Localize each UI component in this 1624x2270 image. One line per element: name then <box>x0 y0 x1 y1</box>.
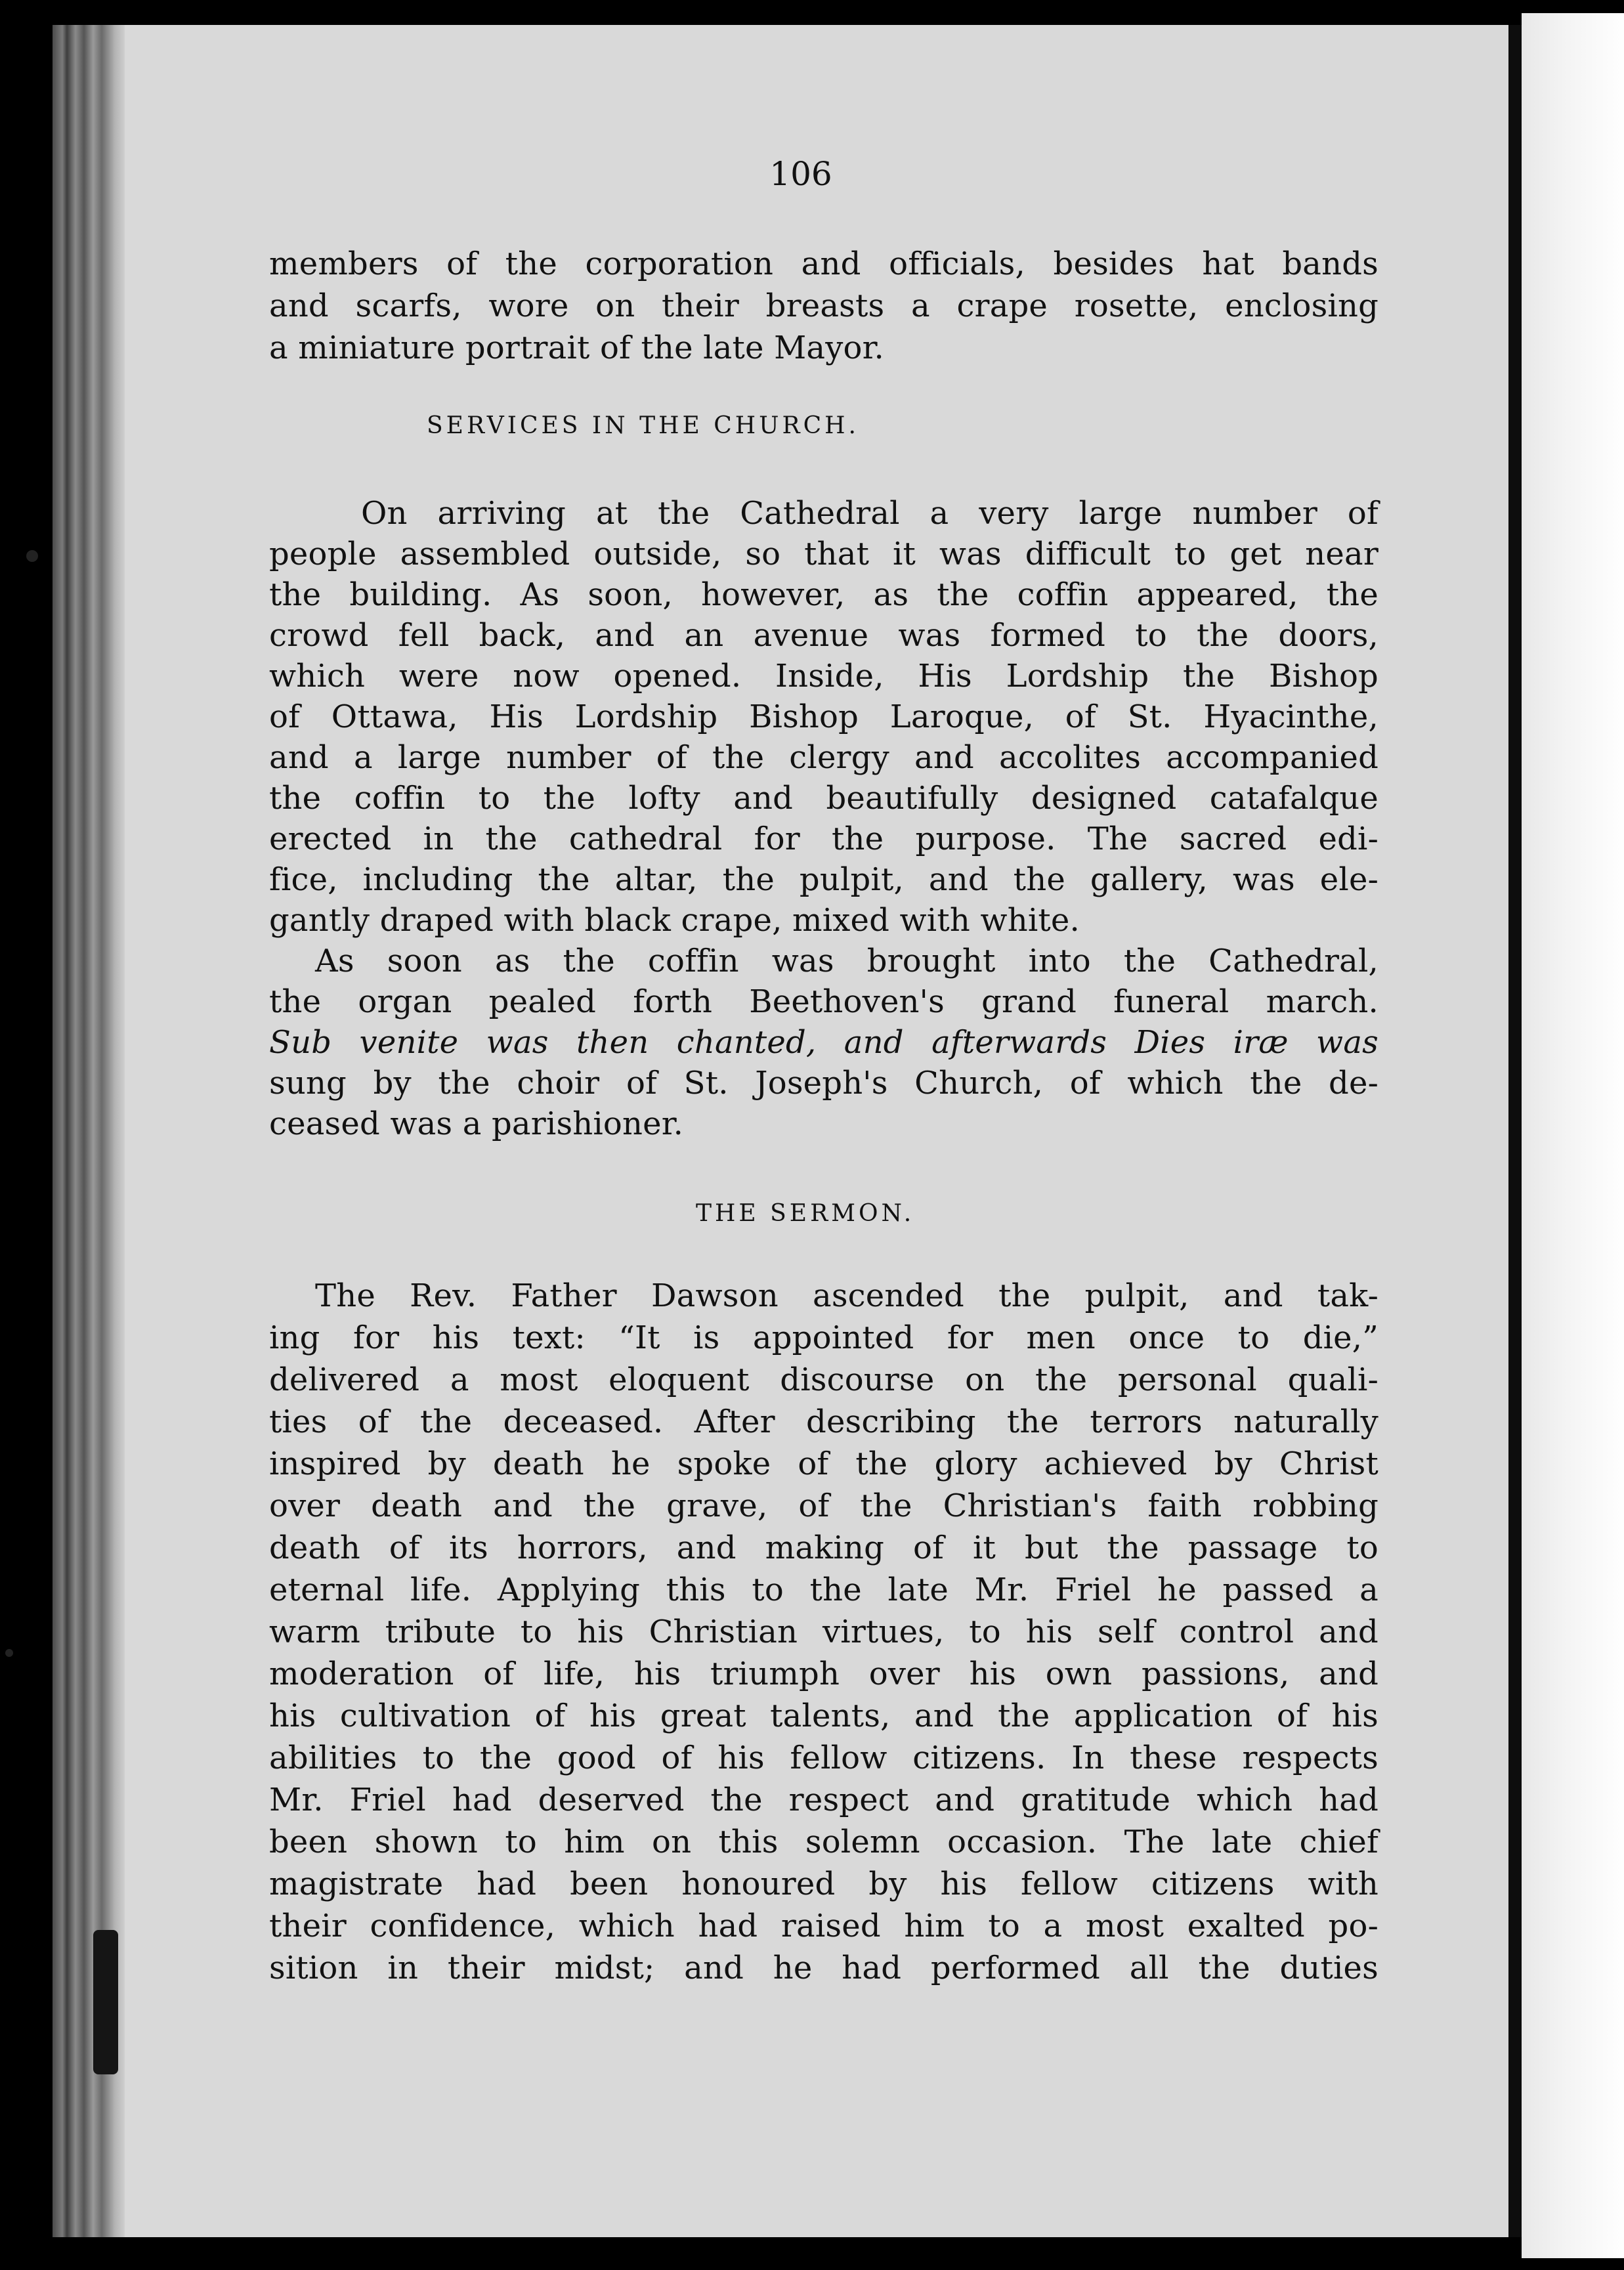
text-line: warm tribute to his Christian virtues, to his self control and <box>269 1614 1378 1650</box>
section-heading-sermon: THE SERMON. <box>696 1200 915 1227</box>
page-binding-edge <box>53 25 125 2237</box>
text-line: sung by the choir of St. Joseph's Church, of which the de- <box>269 1065 1378 1102</box>
text-line: been shown to him on this solemn occasion. The late chief <box>269 1824 1378 1860</box>
text-line: the organ pealed forth Beethoven's grand funeral march. <box>269 983 1378 1020</box>
text-line: Mr. Friel had deserved the respect and gratitude which had <box>269 1782 1378 1818</box>
text-line: erected in the cathedral for the purpose. The sacred edi- <box>269 821 1378 857</box>
text-line: magistrate had been honoured by his fellow citizens with <box>269 1866 1378 1902</box>
text-line: members of the corporation and officials, besides hat bands <box>269 246 1378 282</box>
text-line: his cultivation of his great talents, and the application of his <box>269 1698 1378 1734</box>
page-number: 106 <box>769 155 832 193</box>
text-line: fice, including the altar, the pulpit, and the gallery, was ele- <box>269 861 1378 898</box>
text-line: inspired by death he spoke of the glory achieved by Christ <box>269 1446 1378 1482</box>
text-line: their confidence, which had raised him to a most exalted po- <box>269 1908 1378 1944</box>
page-tear-mark <box>93 1930 118 2074</box>
text-line: ing for his text: “It is appointed for men once to die,” <box>269 1319 1378 1356</box>
text-line: delivered a most eloquent discourse on the personal quali- <box>269 1361 1378 1398</box>
facing-page-edge <box>1522 13 1624 2258</box>
text-line: a miniature portrait of the late Mayor. <box>269 330 884 366</box>
text-line: the building. As soon, however, as the coffin appeared, the <box>269 576 1378 613</box>
text-line: abilities to the good of his fellow citizens. In these respects <box>269 1740 1378 1776</box>
text-line: the coffin to the lofty and beautifully designed catafalque <box>269 780 1378 817</box>
text-line: ties of the deceased. After describing the terrors naturally <box>269 1403 1378 1440</box>
text-line: and scarfs, wore on their breasts a crape rosette, enclosing <box>269 288 1378 324</box>
text-line: of Ottawa, His Lordship Bishop Laroque, of St. Hyacinthe, <box>269 698 1378 735</box>
text-line: crowd fell back, and an avenue was formed to the doors, <box>269 617 1378 654</box>
text-line: The Rev. Father Dawson ascended the pulpit, and tak- <box>315 1277 1378 1314</box>
text-line: sition in their midst; and he had performed all the duties <box>269 1950 1378 1986</box>
page-gutter <box>1508 25 1522 2237</box>
text-line: gantly draped with black crape, mixed with white. <box>269 902 1080 939</box>
text-line: Sub venite was then chanted, and afterwards Dies iræ was <box>269 1024 1378 1061</box>
text-line: and a large number of the clergy and accolites accompanied <box>269 739 1378 776</box>
text-line: As soon as the coffin was brought into the Cathedral, <box>315 943 1378 979</box>
ink-spot <box>5 1649 13 1657</box>
text-line: moderation of life, his triumph over his own passions, and <box>269 1656 1378 1692</box>
text-line: which were now opened. Inside, His Lordship the Bishop <box>269 658 1378 695</box>
text-line: death of its horrors, and making of it but the passage to <box>269 1530 1378 1566</box>
section-heading-services: SERVICES IN THE CHURCH. <box>427 412 859 439</box>
text-line: On arriving at the Cathedral a very large number of <box>361 495 1378 532</box>
text-line: eternal life. Applying this to the late Mr. Friel he passed a <box>269 1572 1378 1608</box>
text-line: people assembled outside, so that it was difficult to get near <box>269 536 1378 572</box>
text-line: ceased was a parishioner. <box>269 1105 684 1142</box>
text-line: over death and the grave, of the Christian's faith robbing <box>269 1488 1378 1524</box>
ink-spot <box>26 550 38 562</box>
